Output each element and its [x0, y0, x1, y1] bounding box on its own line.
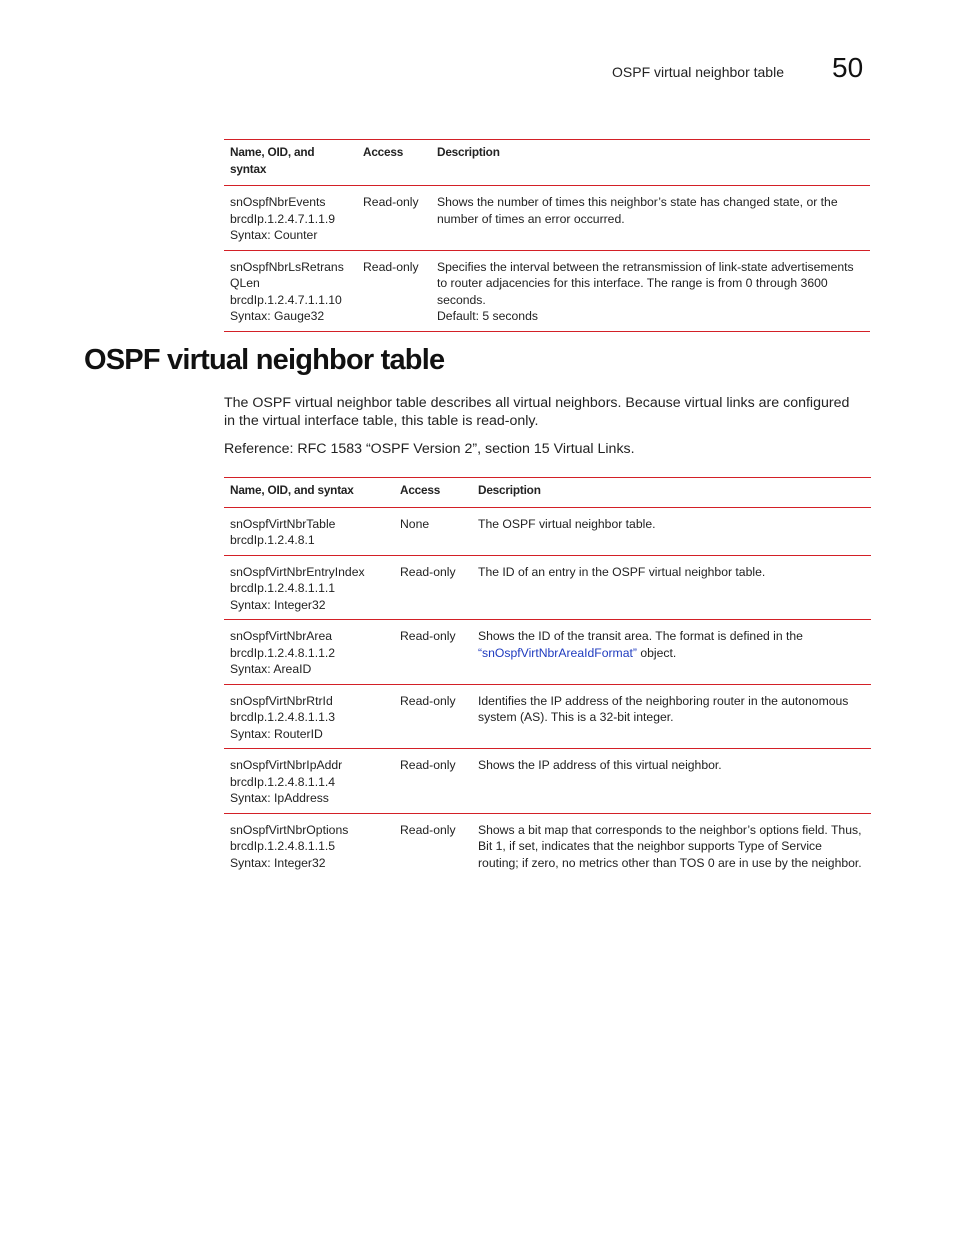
description-cell: [431, 186, 870, 251]
object-name: snOspfVirtNbrEntryIndex: [230, 564, 365, 579]
object-syntax: Syntax: Integer32: [230, 597, 326, 612]
object-oid: brcdIp.1.2.4.8.1: [230, 533, 315, 547]
snospf-nbr-table-continued: [224, 139, 870, 332]
object-oid: brcdIp.1.2.4.8.1.1.5: [230, 839, 336, 853]
object-syntax: Syntax: Gauge32: [230, 309, 325, 323]
object-name-cell: [224, 749, 394, 814]
description-cell: [472, 749, 871, 814]
description-cell: [431, 250, 870, 331]
section-title: OSPF virtual neighbor table: [84, 344, 445, 376]
object-name: snOspfVirtNbrTable: [230, 516, 336, 531]
object-syntax: Syntax: IpAddress: [230, 791, 329, 805]
virtual-neighbor-mib-table: [224, 477, 871, 877]
table-row: [224, 813, 871, 877]
description-text: Shows the number of times this neighbor’s state has changed state, or the number of times an error occurred.: [437, 195, 838, 226]
col-header-access: Access: [357, 140, 431, 186]
object-syntax: Syntax: Counter: [230, 228, 318, 242]
description-text-post: object.: [636, 645, 677, 660]
object-name: snOspfVirtNbrIpAddr: [230, 758, 343, 772]
object-name-cell: [224, 620, 394, 685]
table-row: [224, 250, 870, 331]
table-row: [224, 186, 870, 251]
access-cell: Read-only: [400, 822, 456, 837]
col-header-name: Name, OID, and syntax: [224, 140, 357, 186]
description-text: [478, 628, 865, 661]
table-row: [224, 684, 871, 749]
access-cell: Read-only: [394, 620, 472, 685]
description-cell: [472, 620, 871, 685]
table-header-row: [224, 140, 870, 186]
table-row: [224, 749, 871, 814]
object-name-cell: [224, 813, 394, 877]
col-header-description: Description: [472, 478, 871, 508]
col-header-description: Description: [431, 140, 870, 186]
object-syntax: Syntax: RouterID: [230, 726, 323, 741]
object-oid: brcdIp.1.2.4.7.1.1.10: [230, 292, 342, 307]
table-row: [224, 620, 871, 685]
description-default: Default: 5 seconds: [437, 309, 538, 323]
intro-paragraph: The OSPF virtual neighbor table describes all virtual neighbors. Because virtual links are configured in the virtual interface table, this table is read-only.: [224, 395, 850, 429]
col-header-access: Access: [394, 478, 472, 508]
object-name: snOspfNbrLsRetrans: [230, 259, 344, 274]
object-oid: brcdIp.1.2.4.8.1.1.4: [230, 774, 336, 789]
object-name-cell: [224, 186, 357, 251]
running-head-title: OSPF virtual neighbor table: [612, 64, 784, 80]
description-text: Shows the IP address of this virtual neighbor.: [478, 758, 722, 772]
object-oid: brcdIp.1.2.4.8.1.1.1: [230, 581, 336, 595]
access-cell: Read-only: [394, 555, 472, 620]
description-text: The OSPF virtual neighbor table.: [478, 516, 656, 531]
description-text: Identifies the IP address of the neighboring router in the autonomous system (AS). This is a 32-bit integer.: [478, 693, 849, 724]
object-name-cell: [224, 250, 357, 331]
reference-paragraph: Reference: RFC 1583 “OSPF Version 2”, section 15 Virtual Links.: [224, 441, 635, 457]
object-syntax: Syntax: AreaID: [230, 662, 312, 676]
object-name: snOspfNbrEvents: [230, 195, 326, 209]
description-cell: [472, 555, 871, 620]
col-header-name: Name, OID, and syntax: [224, 478, 394, 508]
object-name: snOspfVirtNbrRtrId: [230, 693, 333, 708]
object-name-cell: [224, 507, 394, 555]
access-cell: Read-only: [394, 684, 472, 749]
table-row: [224, 555, 871, 620]
chapter-number: 50: [832, 52, 864, 83]
object-oid: brcdIp.1.2.4.8.1.1.2: [230, 645, 336, 660]
description-cell: [472, 813, 871, 877]
description-text: Shows a bit map that corresponds to the neighbor’s options field. Thus, Bit 1, if set, indicates that the neighbor supports Type of Service routing; if zero, no metrics other than TOS 0 are in use by the neighbor.: [478, 822, 862, 870]
description-text: Specifies the interval between the retransmission of link-state advertisements to router adjacencies for this interface. The range is from 0 through 3600 seconds.: [437, 259, 854, 307]
object-name-continued: QLen: [230, 276, 260, 290]
object-oid: brcdIp.1.2.4.8.1.1.3: [230, 710, 336, 724]
access-cell: None: [394, 507, 472, 555]
access-cell: Read-only: [394, 749, 472, 814]
access-cell: Read-only: [357, 186, 431, 251]
object-syntax: Syntax: Integer32: [230, 855, 326, 870]
description-cell: [472, 507, 871, 555]
object-name: snOspfVirtNbrArea: [230, 629, 333, 643]
object-name-cell: [224, 555, 394, 620]
table-header-row: [224, 478, 871, 508]
description-cell: [472, 684, 871, 749]
object-oid: brcdIp.1.2.4.7.1.1.9: [230, 211, 336, 226]
object-name-cell: [224, 684, 394, 749]
object-name: snOspfVirtNbrOptions: [230, 822, 349, 837]
area-id-format-link[interactable]: “snOspfVirtNbrAreaIdFormat”: [478, 645, 637, 660]
description-text: The ID of an entry in the OSPF virtual neighbor table.: [478, 564, 766, 579]
description-text-pre: Shows the ID of the transit area. The format is defined in the: [478, 629, 803, 643]
table-row: [224, 507, 871, 555]
access-cell: Read-only: [357, 250, 431, 331]
